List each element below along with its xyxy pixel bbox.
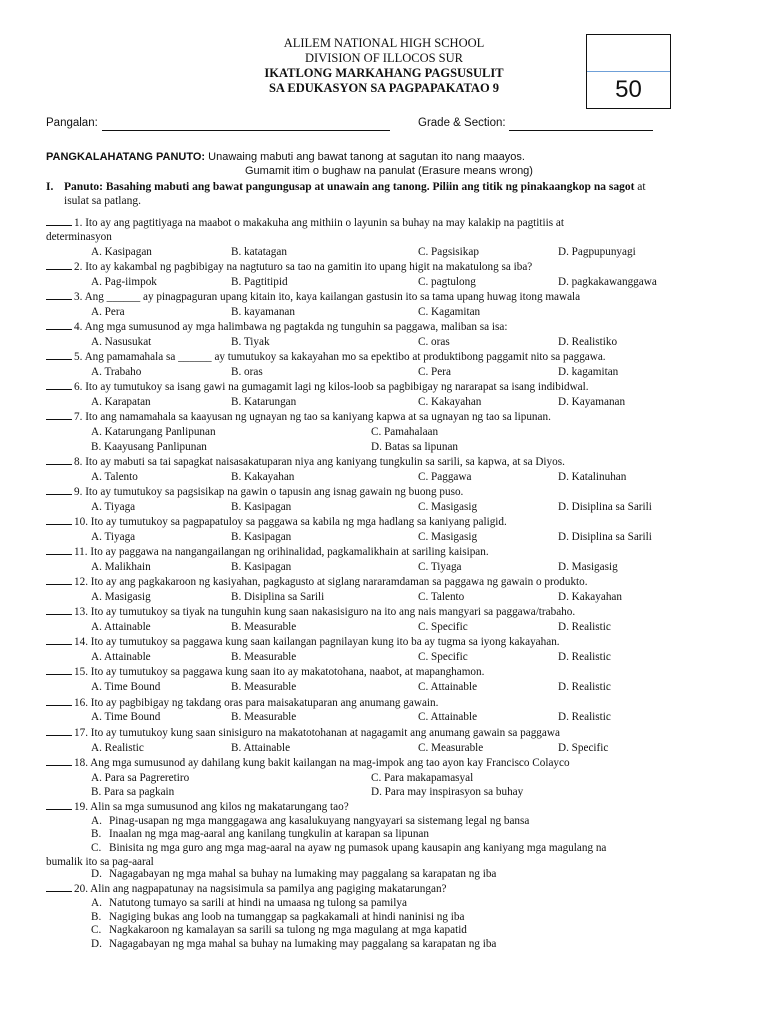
options-list xyxy=(46,815,736,881)
answer-option: A. Time Bound xyxy=(91,681,161,694)
school-name: ALILEM NATIONAL HIGH SCHOOL xyxy=(283,36,485,50)
answer-option: C. Specific xyxy=(418,651,468,664)
options-row xyxy=(46,470,736,484)
answer-option: D. Specific xyxy=(558,741,609,754)
question-item xyxy=(46,514,736,544)
answer-option: D. Katalinuhan xyxy=(558,470,627,483)
question-item xyxy=(46,215,736,259)
question-text: Ito ay kakambal ng pagbibigay na nagtuturo sa tao na gamitin ito upang higit na makatulong sa iba? xyxy=(85,261,533,273)
answer-option: C. oras xyxy=(418,336,450,349)
answer-option: B. Tiyak xyxy=(231,336,270,349)
answer-option: B. Kaayusang Panlipunan xyxy=(91,440,207,453)
question-text: Alin sa mga sumusunod ang kilos ng makatarungang tao? xyxy=(90,800,349,813)
answer-blank[interactable] xyxy=(46,319,72,330)
question-text: Ang ______ ay pinagpaguran upang kitain ito, kaya kailangan gastusin ito sa tama upang huwag itong mawala xyxy=(84,291,581,304)
question-number: 19. xyxy=(74,800,88,813)
answer-option: B. Measurable xyxy=(231,681,297,694)
question-number: 3. xyxy=(74,291,83,304)
question-line xyxy=(46,725,736,741)
question-list xyxy=(46,215,736,952)
question-number: 11. xyxy=(74,546,88,559)
answer-option: D. Realistic xyxy=(558,711,611,724)
option-text: Inaalan ng mga mag-aaral ang kanilang tungkulin at karapan sa lipunan xyxy=(109,828,429,841)
answer-option: A. Attainable xyxy=(91,621,151,634)
answer-option xyxy=(46,911,736,925)
question-item xyxy=(46,634,736,664)
question-number: 18. xyxy=(74,756,88,769)
option-letter: B. xyxy=(91,910,102,923)
option-letter: C. xyxy=(91,842,102,855)
question-item xyxy=(46,454,736,484)
answer-option: D. kagamitan xyxy=(558,366,619,379)
question-number: 9. xyxy=(74,485,83,498)
question-text: Ito ang namamahala sa kaayusan ng ugnayan ng tao sa kaniyang kapwa at sa ugnayan ng tao sa lipunan. xyxy=(85,411,551,424)
question-text: Ito ay ang pagkakaroon ng kasiyahan, pagkagusto at siglang nararamdaman sa paggawa ng gawain o produkto. xyxy=(90,576,588,589)
general-instructions xyxy=(46,150,726,178)
answer-option: B. Kasipagan xyxy=(231,500,292,513)
name-label: Pangalan: xyxy=(46,117,98,129)
question-number: 5. xyxy=(74,351,83,364)
options-row xyxy=(46,530,736,544)
question-item xyxy=(46,349,736,379)
answer-option: A. Pera xyxy=(91,306,125,318)
options-row xyxy=(46,590,736,604)
answer-option xyxy=(46,842,736,856)
answer-option: A. Kasipagan xyxy=(91,245,152,258)
answer-blank[interactable] xyxy=(46,881,72,892)
question-text: Ito ay paggawa na nangangailangan ng orihinalidad, pagkamalikhain at sariling kaisipan. xyxy=(90,546,489,559)
option-text: Pinag-usapan ng mga manggagawa ang kasalukuyang nangyayari sa sistemang legal ng bansa xyxy=(109,814,530,827)
answer-option: D. Realistiko xyxy=(558,336,618,349)
question-line xyxy=(46,755,736,771)
exam-title: IKATLONG MARKAHANG PAGSUSULIT xyxy=(264,66,504,80)
answer-option: A. Time Bound xyxy=(91,711,161,724)
answer-option: D. Para may inspirasyon sa buhay xyxy=(371,785,524,798)
question-number: 4. xyxy=(74,321,83,334)
question-number: 1. xyxy=(74,217,83,229)
options-row xyxy=(46,305,736,319)
question-text: Ito ay tumutukoy sa isang gawi na gumagamit lagi ng kilos-loob sa pagbibigay ng nararapat sa isang indibidwal. xyxy=(85,381,589,394)
answer-option: A. Malikhain xyxy=(91,560,151,573)
answer-blank[interactable] xyxy=(46,799,72,810)
answer-option: C. Talento xyxy=(418,591,465,604)
answer-option: D. Disiplina sa Sarili xyxy=(558,500,652,513)
answer-option: D. Kakayahan xyxy=(558,591,622,604)
question-item xyxy=(46,574,736,604)
options-row xyxy=(46,620,736,634)
question-item xyxy=(46,755,736,799)
answer-option: C. Pagsisikap xyxy=(418,245,479,258)
section-instruction-line2: isulat sa patlang. xyxy=(64,195,141,207)
options-row xyxy=(46,440,736,454)
option-letter: A. xyxy=(91,897,102,910)
option-text: Nagkakaroon ng kamalayan sa sarili sa tulong ng mga magulang at mga kapatid xyxy=(109,924,467,937)
answer-option: A. Katarungang Panlipunan xyxy=(91,426,216,439)
answer-option xyxy=(46,828,736,842)
options-row xyxy=(46,425,736,439)
options-row xyxy=(46,650,736,664)
question-text: Ito ay tumutukoy sa pagpapatuloy sa paggawa sa kabila ng mga hadlang sa kaniyang paligid. xyxy=(90,515,507,528)
question-text: Ito ay tumutukoy sa tiyak na tunguhin kung saan nakasisiguro na ito ang nais mangyari sa paggawa/trabaho. xyxy=(90,606,576,619)
question-line xyxy=(46,664,736,680)
answer-option: B. Para sa pagkain xyxy=(91,785,175,798)
answer-option: C. Tiyaga xyxy=(418,560,462,573)
options-row xyxy=(46,710,736,724)
answer-option: D. Masigasig xyxy=(558,560,618,573)
answer-option: B. Kasipagan xyxy=(231,530,292,543)
general-instructions-label: PANGKALAHATANG PANUTO: xyxy=(46,151,206,163)
answer-option: B. Measurable xyxy=(231,621,297,634)
question-line xyxy=(46,574,736,590)
answer-option xyxy=(46,938,736,952)
option-text: Natutong tumayo sa sarili at hindi na umaasa ng tulong sa pamilya xyxy=(109,897,407,910)
options-row xyxy=(46,395,736,409)
answer-option: A. Nasusukat xyxy=(91,336,152,349)
option-text-continued: bumalik ito sa pag-aaral xyxy=(46,855,154,868)
options-row xyxy=(46,680,736,694)
question-line xyxy=(46,454,736,470)
section-numeral: I. xyxy=(46,181,54,193)
answer-option: B. Disiplina sa Sarili xyxy=(231,591,325,604)
answer-blank[interactable] xyxy=(46,634,72,645)
answer-option xyxy=(46,924,736,938)
options-row xyxy=(46,785,736,799)
answer-option xyxy=(46,868,736,882)
option-letter: C. xyxy=(91,924,102,937)
answer-blank[interactable] xyxy=(46,454,72,465)
question-number: 6. xyxy=(74,381,83,394)
question-text: Alin ang nagpapatunay na nagsisimula sa pamilya ang pagiging makatarungan? xyxy=(90,883,447,896)
question-number: 20. xyxy=(74,883,88,896)
answer-option: D. Pagpupunyagi xyxy=(558,245,636,258)
question-text: Ito ay pagbibigay ng takdang oras para maisakatuparan ang anumang gawain. xyxy=(90,696,439,709)
question-number: 10. xyxy=(74,515,88,528)
option-text: Nagiging bukas ang loob na tumanggap sa pagkakamali at hindi naninisi ng iba xyxy=(109,910,465,923)
section-instruction-tail: at xyxy=(634,181,646,193)
options-row xyxy=(46,245,736,259)
answer-option: D. Realistic xyxy=(558,681,611,694)
grade-section-field[interactable] xyxy=(509,130,653,131)
question-item xyxy=(46,379,736,409)
question-line xyxy=(46,289,736,305)
option-letter: D. xyxy=(91,937,102,950)
question-item xyxy=(46,881,736,951)
answer-option: B. Katarungan xyxy=(231,396,297,409)
question-item xyxy=(46,799,736,881)
option-letter: A. xyxy=(91,814,102,827)
answer-blank[interactable] xyxy=(46,409,72,420)
answer-option: A. Talento xyxy=(91,470,138,483)
answer-option: D. pagkakawanggawa xyxy=(558,275,657,288)
options-row xyxy=(46,560,736,574)
option-text: Nagagabayan ng mga mahal sa buhay na lumaking may paggalang sa karapatan ng iba xyxy=(109,867,497,880)
answer-option: A. Tiyaga xyxy=(91,500,136,513)
question-item xyxy=(46,259,736,289)
answer-blank[interactable] xyxy=(46,349,72,360)
question-number: 16. xyxy=(74,696,88,709)
answer-option: B. oras xyxy=(231,366,263,379)
answer-option: A. Trabaho xyxy=(91,366,142,379)
question-line xyxy=(46,349,736,365)
options-row xyxy=(46,335,736,349)
answer-option: C. Masigasig xyxy=(418,500,478,513)
question-item xyxy=(46,544,736,574)
question-item xyxy=(46,604,736,634)
option-text: Binisita ng mga guro ang mga mag-aaral na ayaw ng pumasok upang kausapin ang kaniyang mga magulang na xyxy=(109,842,607,855)
options-row xyxy=(46,275,736,289)
question-item xyxy=(46,664,736,694)
answer-option: C. Pera xyxy=(418,366,451,379)
option-letter: D. xyxy=(91,867,102,880)
question-number: 15. xyxy=(74,666,88,679)
question-text: Ang mga sumusunod ay dahilang kung bakit kailangan na mag-impok ang tao ayon kay Francisco Colayco xyxy=(90,756,570,769)
question-line xyxy=(46,409,736,425)
question-text: Ang pamamahala sa ______ ay tumutukoy sa kakayahan mo sa epektibo at produktibong paggamit nito sa paggawa. xyxy=(84,351,606,364)
answer-blank[interactable] xyxy=(46,544,72,555)
name-field[interactable] xyxy=(102,130,390,131)
answer-blank[interactable] xyxy=(46,695,72,706)
question-line xyxy=(46,799,736,815)
answer-option: C. Kakayahan xyxy=(418,396,482,409)
answer-option: A. Realistic xyxy=(91,741,144,754)
answer-option: A. Para sa Pagreretiro xyxy=(91,771,190,784)
section-instructions xyxy=(46,180,736,208)
answer-option: C. Attainable xyxy=(418,711,478,724)
question-line xyxy=(46,514,736,530)
division-name: DIVISION OF ILLOCOS SUR xyxy=(305,51,463,65)
answer-option: A. Masigasig xyxy=(91,591,151,604)
score-total: 50 xyxy=(615,76,642,103)
answer-blank[interactable] xyxy=(46,379,72,390)
answer-option: C. Specific xyxy=(418,621,468,634)
answer-blank[interactable] xyxy=(46,484,72,495)
answer-option: C. Pamahalaan xyxy=(371,426,439,439)
answer-option: C. pagtulong xyxy=(418,275,476,288)
grade-section-label: Grade & Section: xyxy=(418,117,506,129)
question-line xyxy=(46,379,736,395)
question-number: 12. xyxy=(74,576,88,589)
question-item xyxy=(46,289,736,319)
answer-option xyxy=(46,815,736,829)
answer-option: A. Pag-iimpok xyxy=(91,275,157,288)
question-text: Ito ay tumutukoy sa pagsisikap na gawin o tapusin ang isnag gawain ng buong puso. xyxy=(85,485,464,498)
answer-option: B. Measurable xyxy=(231,711,297,724)
question-line xyxy=(46,881,736,897)
answer-option xyxy=(46,897,736,911)
answer-option: D. Realistic xyxy=(558,651,611,664)
question-line xyxy=(46,259,736,275)
question-line xyxy=(46,544,736,560)
answer-blank[interactable] xyxy=(46,664,72,675)
question-text: Ito ay mabuti sa tai sapagkat naisasakatuparan niya ang kaniyang tungkulin sa sarili, sa kapwa, at sa Diyos. xyxy=(85,455,565,468)
question-item xyxy=(46,695,736,725)
answer-option: C. Kagamitan xyxy=(418,306,481,318)
question-line xyxy=(46,215,736,231)
question-text: Ito ay tumutukoy sa paggawa kung saan ito ay makatotohana, naabot, at mapanghamon. xyxy=(90,666,485,679)
question-number: 13. xyxy=(74,606,88,619)
answer-option: D. Realistic xyxy=(558,621,611,634)
question-line xyxy=(46,604,736,620)
question-item xyxy=(46,484,736,514)
answer-option: B. Kakayahan xyxy=(231,470,295,483)
answer-option: D. Kayamanan xyxy=(558,396,626,409)
answer-option: C. Paggawa xyxy=(418,470,472,483)
options-row xyxy=(46,365,736,379)
answer-option: A. Karapatan xyxy=(91,396,151,409)
answer-option: C. Para makapamasyal xyxy=(371,771,474,784)
answer-option: B. Measurable xyxy=(231,651,297,664)
answer-blank[interactable] xyxy=(46,755,72,766)
question-line xyxy=(46,319,736,335)
question-line xyxy=(46,695,736,711)
answer-option: B. kayamanan xyxy=(231,306,295,318)
answer-blank[interactable] xyxy=(46,215,72,226)
question-number: 14. xyxy=(74,636,88,649)
options-row xyxy=(46,741,736,755)
answer-option: D. Batas sa lipunan xyxy=(371,440,458,453)
question-text: Ang mga sumusunod ay mga halimbawa ng pagtakda ng tunguhin sa paggawa, maliban sa isa: xyxy=(84,321,508,334)
question-item xyxy=(46,409,736,453)
question-text: Ito ay ang pagtitiyaga na maabot o makakuha ang mithiin o layunin sa buhay na may kalakip na pagtitiis at xyxy=(85,217,564,229)
question-number: 7. xyxy=(74,411,83,424)
answer-blank[interactable] xyxy=(46,604,72,615)
answer-blank[interactable] xyxy=(46,259,72,270)
answer-option: C. Measurable xyxy=(418,741,484,754)
question-item xyxy=(46,725,736,755)
answer-option: A. Attainable xyxy=(91,651,151,664)
question-number: 17. xyxy=(74,726,88,739)
answer-option: B. Attainable xyxy=(231,741,291,754)
section-instruction-bold: Panuto: Basahing mabuti ang bawat pangungusap at unawain ang tanong. Piliin ang titik ng pinakaangkop na sagot xyxy=(64,181,635,193)
options-row xyxy=(46,771,736,785)
answer-option: B. Kasipagan xyxy=(231,560,292,573)
answer-option: C. Attainable xyxy=(418,681,478,694)
answer-option: B. katatagan xyxy=(231,245,287,258)
general-instructions-line2: Gumamit itim o bughaw na panulat (Erasure means wrong) xyxy=(245,165,533,177)
score-box-divider xyxy=(587,71,670,72)
exam-subject: SA EDUKASYON SA PAGPAPAKATAO 9 xyxy=(268,81,500,95)
question-line xyxy=(46,634,736,650)
score-box xyxy=(586,34,671,109)
question-number: 8. xyxy=(74,455,83,468)
answer-option: B. Pagtitipid xyxy=(231,275,288,288)
question-item xyxy=(46,319,736,349)
answer-option: D. Disiplina sa Sarili xyxy=(558,530,652,543)
question-text: Ito ay tumutukoy sa paggawa kung saan kailangan pagnilayan kung ito ba ay tugma sa iyong kakayahan. xyxy=(90,636,560,649)
options-row xyxy=(46,500,736,514)
answer-option: A. Tiyaga xyxy=(91,530,136,543)
general-instructions-text: Unawaing mabuti ang bawat tanong at sagutan ito nang maayos. xyxy=(208,151,525,163)
answer-blank[interactable] xyxy=(46,725,72,736)
option-letter: B. xyxy=(91,828,102,841)
options-list xyxy=(46,897,736,951)
answer-blank[interactable] xyxy=(46,289,72,300)
question-text-continued: determinasyon xyxy=(46,230,112,243)
answer-option: C. Masigasig xyxy=(418,530,478,543)
question-number: 2. xyxy=(74,261,83,273)
question-line xyxy=(46,484,736,500)
question-text: Ito ay tumutukoy kung saan sinisiguro na makatotohanan at nagagamit ang anumang gawain sa paggawa xyxy=(90,726,560,739)
answer-blank[interactable] xyxy=(46,574,72,585)
option-text: Nagagabayan ng mga mahal sa buhay na lumaking may paggalang sa karapatan ng iba xyxy=(109,937,497,950)
answer-blank[interactable] xyxy=(46,514,72,525)
